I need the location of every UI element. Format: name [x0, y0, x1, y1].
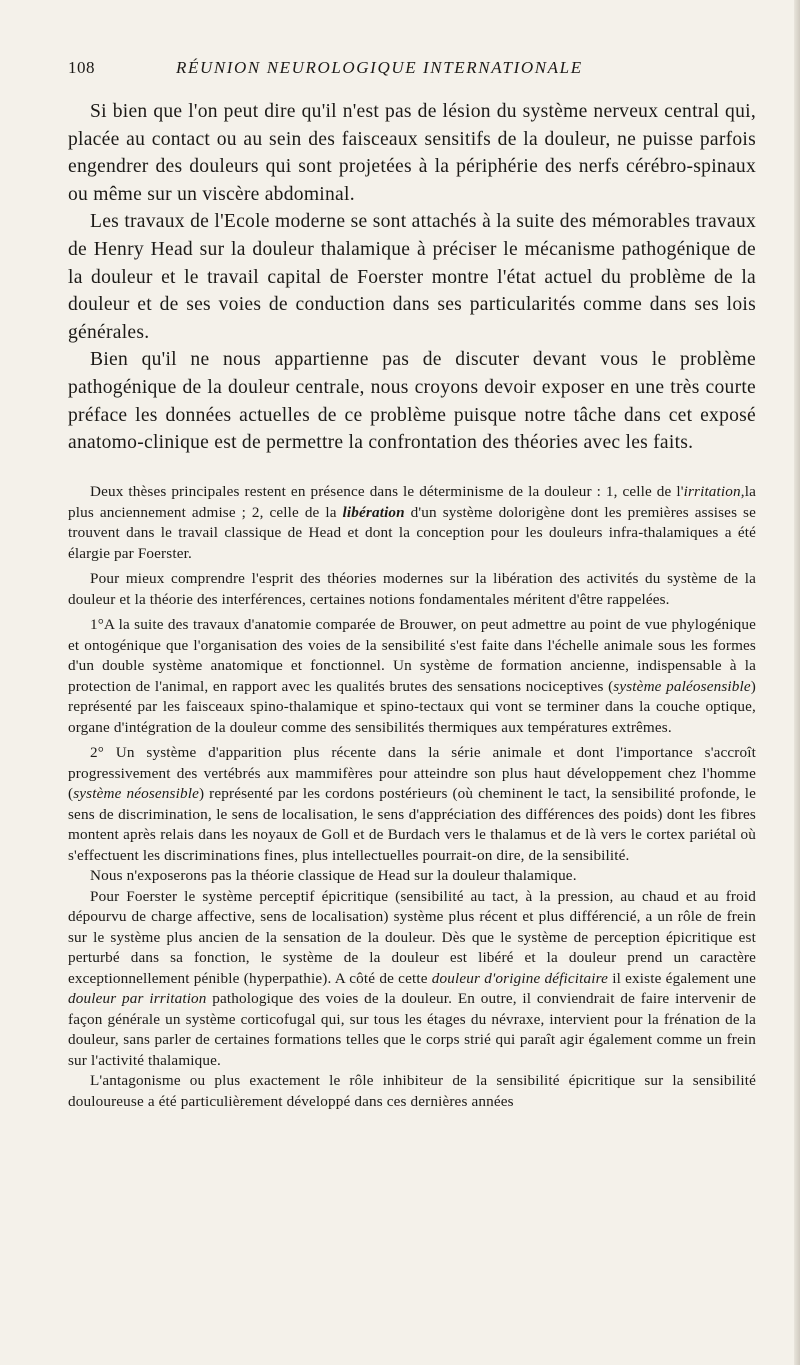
paragraph-head: Nous n'exposerons pas la théorie classique de Head sur la douleur thalamique. [90, 867, 577, 884]
paragraph-notions: Pour mieux comprendre l'esprit des théories modernes sur la libération des activités du système de la douleur et la théorie des interférences, certaines notions fondamentales méritent d'être rappelées. [68, 570, 756, 608]
paragraph-foerster: Pour Foerster le système perceptif épicritique (sensibilité au tact, à la pression, au chaud et au froid dépourvu de charge affective, sens de localisation) système plus récent et plus différencié, a un rôle de frein sur le système plus ancien de la sensation de la douleur. Dès que le système de perception épicritique est perturbé dans sa fonction, le système de la douleur est libéré et la douleur prend un caractère exceptionnellement pénible (hyperpathie). A côté de cette douleur d'origine déficitaire il existe également une douleur par irritation pathologique des voies de la douleur. En outre, il conviendrait de faire intervenir de façon générale un système corticofugal qui, sur tous les étages du névraxe, intervient pour la frénation de la douleur, sans parler de certaines formations telles que le corps strié qui paraît agir également comme un frein sur l'activité thalamique. [68, 887, 757, 1069]
page-header [68, 58, 760, 88]
body-text-large [68, 98, 756, 457]
paragraph-antagonisme: L'antagonisme ou plus exactement le rôle inhibiteur de la sensibilité épicritique sur la sensibilité douloureuse a été particulièrement développé dans ces dernières années [68, 1072, 756, 1110]
paragraph-deux-theses: Deux thèses principales restent en présence dans le déterminisme de la douleur : 1, celle de l'irritation,la plus anciennement admise ; 2, celle de la libération d'un système dolorigène dont les premières assises se trouvent dans le travail classique de Head et dont la conception pour les douleurs infra-thalamiques a été élargie par Foerster. [68, 483, 756, 562]
paragraph-ecole-moderne: Les travaux de l'Ecole moderne se sont attachés à la suite des mémorables travaux de Henry Head sur la douleur thalamique à préciser le mécanisme pathogénique de la douleur et le travail capital de Foerster montre l'état actuel du problème de la douleur et de ses voies de conduction dans ses particularités comme dans ses lois générales. [68, 211, 756, 343]
body-text-small [68, 482, 756, 1112]
page-edge-shadow [794, 0, 800, 1365]
running-title: RÉUNION NEUROLOGIQUE INTERNATIONALE [176, 58, 583, 77]
paragraph-systeme-neosensible: 2° Un système d'apparition plus récente dans la série animale et dont l'importance s'accroît progressivement des vertébrés aux mammifères pour atteindre son plus haut développement chez l'homme (système néosensible) représenté par les cordons postérieurs (où cheminent le tact, la sensibilité profonde, le sens de discrimination, le sens de localisation, le sens d'appréciation des différences des poids) dont les fibres montent après relais dans les noyaux de Goll et de Burdach vers le thalamus et de là vers le cortex pariétal où s'effectuent les discriminations fines, plus intellectuelles pourrait-on dire, de la sensibilité. [68, 744, 756, 864]
paragraph-preface: Bien qu'il ne nous appartienne pas de discuter devant vous le problème pathogénique de la douleur centrale, nous croyons devoir exposer en une très courte préface les données actuelles de ce problème puisque notre tâche dans cet exposé anatomo-clinique est de permettre la confrontation des théories avec les faits. [68, 349, 756, 454]
page-number: 108 [68, 58, 95, 77]
paragraph-lesion: Si bien que l'on peut dire qu'il n'est pas de lésion du système nerveux central qui, placée au contact ou au sein des faisceaux sensitifs de la douleur, ne puisse parfois engendrer des douleurs qui sont projetées à la périphérie des nerfs cérébro-spinaux ou même sur un viscère abdominal. [68, 101, 756, 205]
paragraph-systeme-paleosensible: 1°A la suite des travaux d'anatomie comparée de Brouwer, on peut admettre au point de vue phylogénique et ontogénique que l'organisation des voies de la sensibilité s'est faite dans l'échelle animale sous les formes d'un double système anatomique et fonctionnel. Un système de formation ancienne, indispensable à la protection de l'animal, en rapport avec les qualités brutes des sensations nociceptives (système paléosensible) représenté par les faisceaux spino-thalamique et spino-tectaux qui vont se terminer dans la couche optique, organe d'intégration de la douleur comme des sensibilités thermiques aux températures extrêmes. [68, 616, 756, 736]
